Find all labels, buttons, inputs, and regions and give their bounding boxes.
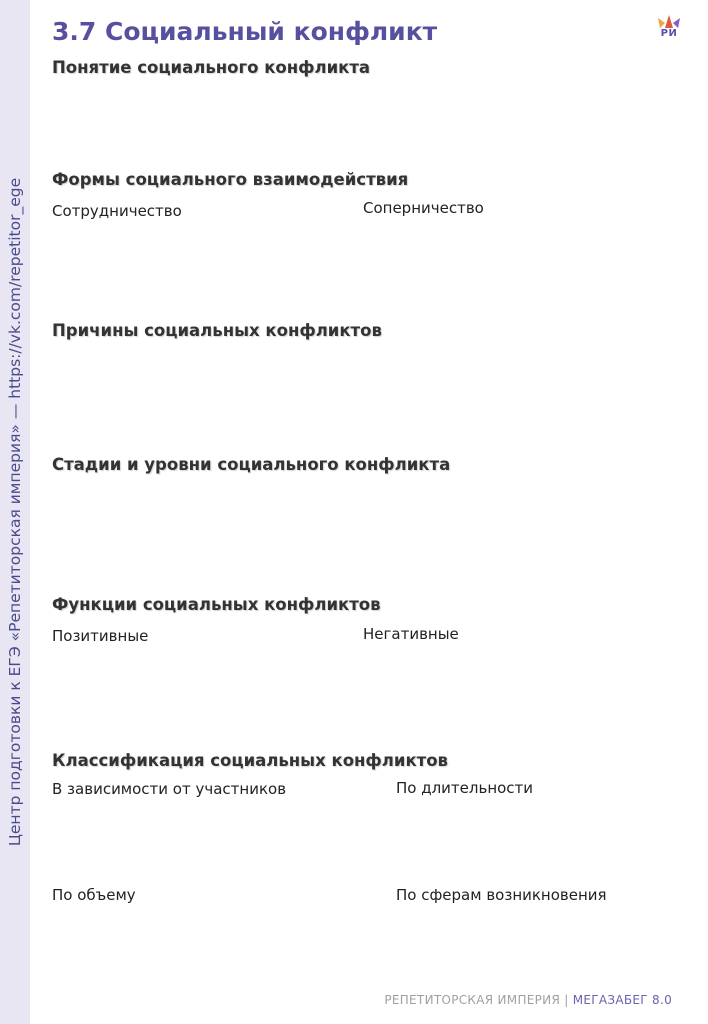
heading-classification: Классификация социальных конфликтов: [52, 751, 448, 770]
logo: [654, 14, 684, 44]
heading-functions: Функции социальных конфликтов: [52, 595, 381, 614]
footer-event: МЕГАЗАБЕГ 8.0: [572, 993, 672, 1007]
footer-brand: РЕПЕТИТОРСКАЯ ИМПЕРИЯ: [384, 993, 561, 1007]
sidebar-caption: Центр подготовки к ЕГЭ «Репетиторская империя» — https://vk.com/repetitor_ege: [6, 177, 24, 847]
classification-spheres: По сферам возникновения: [396, 886, 607, 904]
sidebar: [0, 0, 30, 1024]
heading-forms: Формы социального взаимодействия: [52, 170, 409, 189]
functions-positive: Позитивные: [52, 627, 149, 645]
footer: [384, 993, 672, 1007]
page-title: 3.7 Социальный конфликт: [52, 17, 438, 46]
forms-cooperation: Сотрудничество: [52, 202, 182, 220]
heading-causes: Причины социальных конфликтов: [52, 321, 382, 340]
heading-stages: Стадии и уровни социального конфликта: [52, 455, 451, 474]
classification-duration: По длительности: [396, 779, 534, 797]
classification-volume: По объему: [52, 886, 136, 904]
classification-participants: В зависимости от участников: [52, 780, 287, 798]
functions-negative: Негативные: [363, 625, 459, 643]
forms-competition: Соперничество: [363, 199, 484, 217]
logo-text: РИ: [660, 28, 678, 39]
heading-concept: Понятие социального конфликта: [52, 58, 371, 77]
footer-separator: |: [564, 993, 569, 1007]
